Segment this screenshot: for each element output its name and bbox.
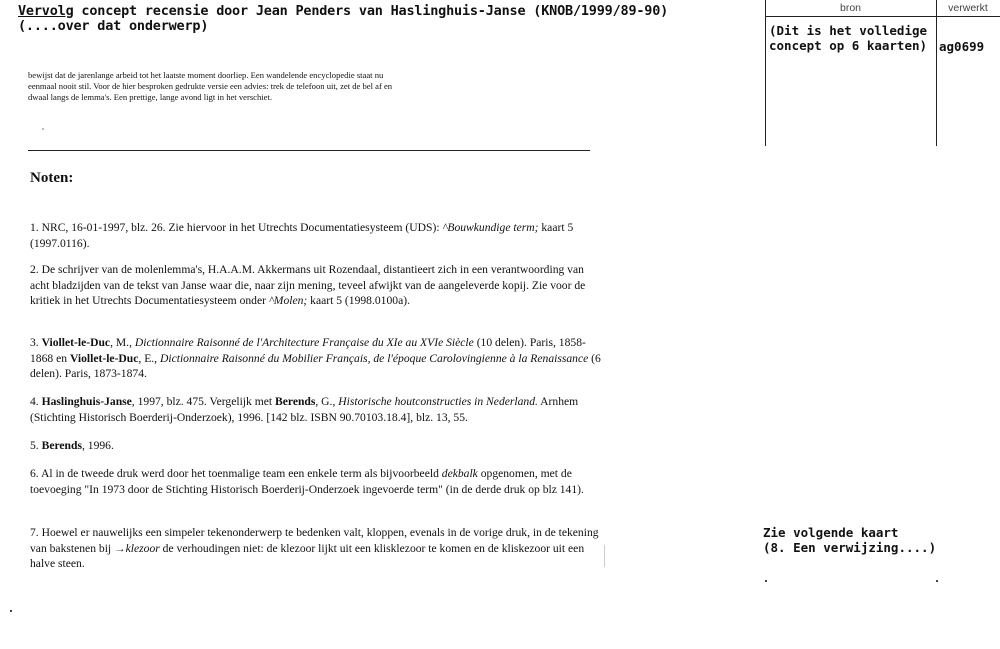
note-3 — [30, 335, 605, 382]
scan-speck — [42, 128, 44, 130]
note-7 — [30, 525, 605, 572]
note-italic: Dictionnaire Raisonné de l'Architecture Française du XIe au XVIe Siècle — [134, 336, 474, 349]
scan-speck — [765, 580, 767, 582]
note-author: Viollet-le-Duc — [69, 351, 139, 365]
divider — [28, 150, 590, 151]
note-author: Haslinghuis-Janse — [41, 395, 132, 408]
note-2 — [30, 262, 605, 309]
note-text: opgenomen, met de toevoeging "In 1973 door de Stichting Historisch Boerderij-Onderzoek ingevoerde term" (in de derde druk op blz 141). — [30, 467, 584, 496]
scan-speck — [10, 610, 12, 612]
note-text: de verhoudingen niet: de klezoor lijkt uit een klisklezoor te komen en de kliskezoor uit een halve steen. — [30, 541, 585, 570]
note-text: , 1997, blz. 475. Vergelijk met — [131, 395, 275, 408]
verwerkt-value: ag0699 — [939, 39, 985, 54]
title-prefix: Vervolg — [18, 3, 74, 19]
note-number: 4. — [30, 395, 42, 408]
note-text: Arnhem (Stichting Historisch Boerderij-Onderzoek), 1996. [142 blz. ISBN 90.70103.18.4], blz. 13, 55. — [30, 395, 579, 424]
note-text: kaart 5 (1997.0116). — [30, 221, 574, 250]
note-text: kaart 5 (1998.0100a). — [307, 294, 410, 307]
note-text: , E., — [138, 351, 160, 365]
note-text: (6 delen). Paris, 1873-1874. — [30, 351, 601, 380]
note-6 — [30, 466, 605, 497]
note-italic: Dictionnaire Raisonné du Mobilier Français, de l'époque Carolovingienne à la Renaissance — [159, 351, 589, 365]
note-text: 1. NRC, 16-01-1997, blz. 26. Zie hiervoor in het Utrechts Documentatiesysteem (UDS): — [30, 221, 443, 234]
page-subtitle: (....over dat onderwerp) — [18, 18, 209, 34]
note-author: Viollet-le-Duc — [41, 336, 111, 349]
note-author: Berends — [275, 395, 316, 408]
note-author: Berends — [41, 439, 82, 452]
notes-heading: Noten: — [30, 170, 74, 186]
note-4 — [30, 394, 605, 425]
note-number: 5. — [30, 439, 42, 452]
note-number: 3. — [30, 336, 42, 349]
note-text: , 1996. — [81, 439, 114, 452]
next-card-line: (8. Een verwijzing....) — [763, 540, 937, 555]
margin-mark — [604, 545, 605, 567]
note-1 — [30, 220, 605, 251]
panel-border-mid — [936, 0, 937, 146]
scan-speck — [936, 580, 938, 582]
title-rest: concept recensie door Jean Penders van Haslinghuis-Janse (KNOB/1999/89-90) — [73, 3, 669, 19]
column-header-bron: bron — [839, 2, 861, 14]
bron-value: (Dit is het volledige concept op 6 kaarten) — [769, 23, 928, 53]
note-text: 2. De schrijver van de molenlemma's, H.A.A.M. Akkermans uit Rozendaal, distantieert zich in een verantwoording van acht bladzijden van de tekst van Janse waar die, naar zijn mening, teveel afwijkt van de aangeleverde kopij. Zie voor de kritiek in het Utrechts Documentatiesysteem onder — [30, 263, 586, 307]
note-text: 6. Al in de tweede druk werd door het toenmalige team een enkele term als bijvoorbeeld — [30, 467, 442, 480]
note-italic: ^Bouwkundige term; — [442, 221, 539, 234]
note-text: , G., — [315, 395, 339, 408]
note-italic: →klezoor — [114, 541, 160, 555]
note-text: 7. Hoewel er nauwelijks een simpeler tekenonderwerp te bedenken valt, kloppen, evenals in de vorige druk, in de tekening van bakstenen bij — [30, 526, 599, 555]
page-title — [18, 3, 668, 19]
panel-border-left — [765, 0, 766, 146]
note-5 — [30, 438, 605, 454]
next-card-reference — [763, 525, 936, 555]
note-text: (10 delen). Paris, 1858-1868 en — [30, 336, 586, 365]
note-italic: dekbalk — [441, 467, 478, 480]
panel-header-line — [765, 16, 1000, 17]
column-header-verwerkt: verwerkt — [948, 2, 988, 14]
note-italic: Historische houtconstructies in Nederland. — [338, 395, 538, 408]
next-card-line: Zie volgende kaart — [763, 525, 899, 540]
note-text: , M., — [110, 336, 135, 349]
intro-paragraph: bewijst dat de jarenlange arbeid tot het laatste moment doorliep. Een wandelende encyclopedie staat nu eenmaal nooit stil. Voor de hier besproken gedrukte versie een advies: trek de telefoon uit, zet de bel af en dwaal langs de lemma's. Een prettige, lange avond ligt in het verschiet. — [28, 70, 393, 102]
note-italic: ^Molen; — [268, 294, 308, 307]
